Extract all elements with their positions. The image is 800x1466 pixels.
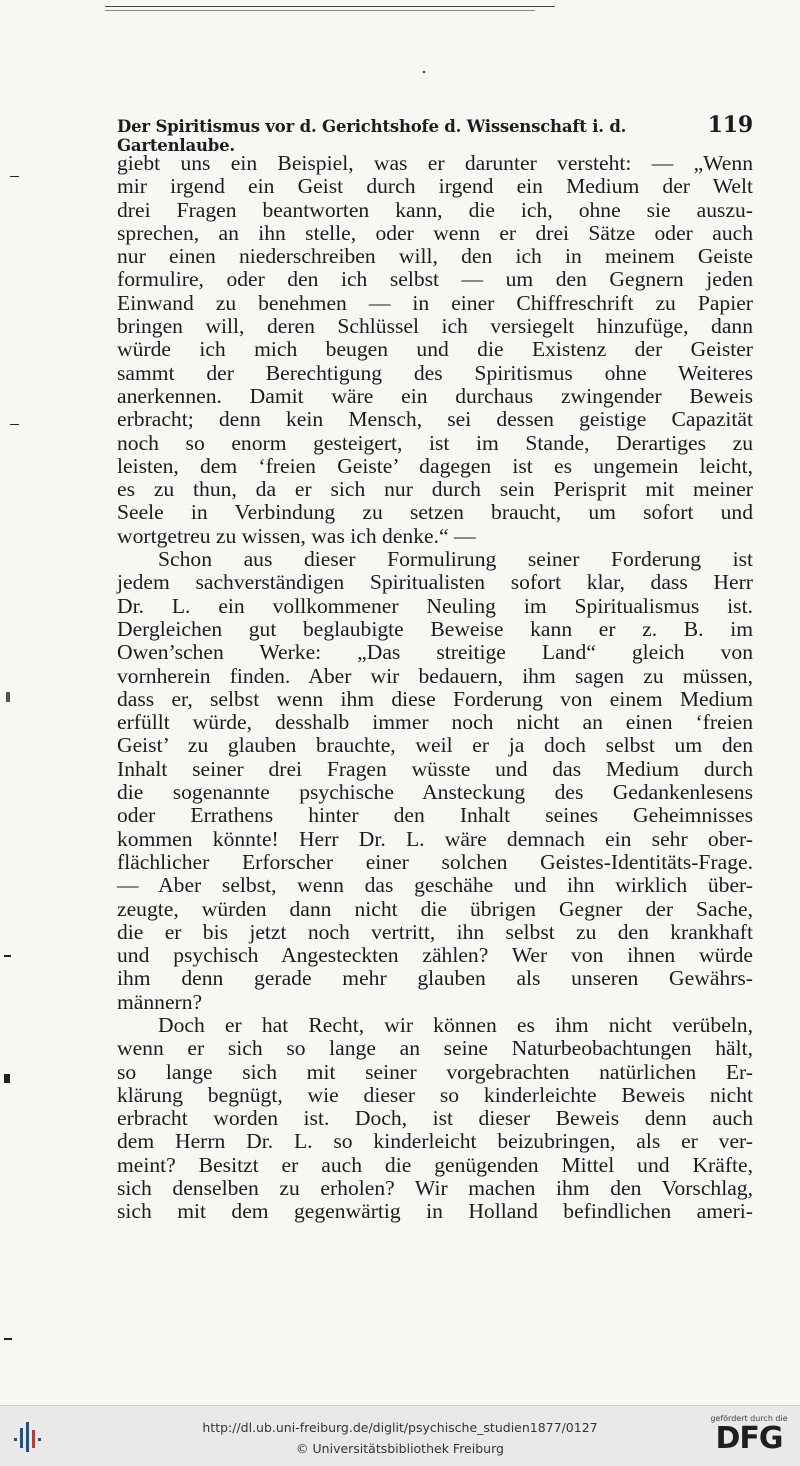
text-line: so lange sich mit seiner vorgebrachten natürlichen Er- — [117, 1059, 753, 1084]
margin-mark — [10, 424, 19, 425]
source-url[interactable]: http://dl.ub.uni-freiburg.de/diglit/psychische_studien1877/0127 — [202, 1420, 598, 1435]
text-line: sprechen, an ihn stelle, oder wenn er drei Sätze oder auch — [117, 220, 753, 245]
text-line: Owen’schen Werke: „Das streitige Land“ gleich von — [117, 640, 753, 665]
text-line: leisten, dem ‘freien Geiste’ dagegen ist es ungemein leicht, — [117, 453, 753, 478]
copyright-notice: © Universitätsbibliothek Freiburg — [296, 1441, 504, 1456]
text-line: wortgetreu zu wissen, was ich denke.“ — — [117, 523, 476, 548]
text-line: Inhalt seiner drei Fragen wüsste und das Medium durch — [117, 756, 753, 781]
margin-mark — [4, 955, 11, 957]
text-line: dass er, selbst wenn ihm diese Forderung von einem Medium — [117, 686, 753, 711]
text-line: Geist’ zu glauben brauchte, weil er ja doch selbst um den — [117, 733, 753, 758]
text-line: und psychisch Angesteckten zählen? Wer von ihnen würde — [117, 943, 753, 968]
text-line: drei Fragen beantworten kann, die ich, ohne sie auszu- — [117, 197, 753, 222]
text-line: giebt uns ein Beispiel, was er darunter versteht: — „Wenn — [117, 151, 753, 175]
text-line: Seele in Verbindung zu setzen braucht, um sofort und — [117, 500, 753, 525]
text-line: die er bis jetzt noch vertritt, ihn selbst zu den krankhaft — [117, 919, 753, 944]
text-line: vornherein finden. Aber wir bedauern, ihm sagen zu müssen, — [117, 663, 753, 688]
running-header — [117, 112, 753, 155]
text-line: Dr. L. ein vollkommener Neuling im Spiritualismus ist. — [117, 593, 753, 618]
text-line: mir irgend ein Geist durch irgend ein Medium der Welt — [117, 174, 753, 199]
margin-mark — [6, 692, 10, 702]
text-line: sammt der Berechtigung des Spiritismus ohne Weiteres — [117, 360, 753, 385]
text-line: oder Errathens hinter den Inhalt seines Geheimnisses — [117, 803, 753, 828]
margin-mark — [10, 176, 19, 177]
running-title: Der Spiritismus vor d. Gerichtshofe d. Wissenschaft i. d. Gartenlaube. — [117, 117, 627, 155]
text-line: es zu thun, da er sich nur durch sein Perisprit mit meiner — [117, 477, 753, 502]
text-line: jedem sachverständigen Spiritualisten sofort klar, dass Herr — [117, 570, 753, 595]
text-line: meint? Besitzt er auch die genügenden Mittel und Kräfte, — [117, 1152, 753, 1177]
text-line: formulire, oder den ich selbst — um den Gegnern jeden — [117, 267, 753, 292]
body-text — [117, 152, 753, 1224]
text-line: dem Herrn Dr. L. so kinderleicht beizubringen, als er ver- — [117, 1129, 753, 1154]
footer-bar — [0, 1405, 800, 1466]
text-line: klärung begnügt, wie dieser so kinderleichte Beweis nicht — [117, 1082, 753, 1107]
text-line: erbracht worden ist. Doch, ist dieser Beweis denn auch — [117, 1106, 753, 1131]
text-line: sich mit dem gegenwärtig in Holland befindlichen ameri- — [117, 1199, 753, 1224]
text-line: — Aber selbst, wenn das geschähe und ihn wirklich über- — [117, 873, 753, 898]
margin-mark — [4, 1074, 10, 1083]
margin-mark — [4, 1338, 12, 1340]
text-line: sich denselben zu erholen? Wir machen ihm den Vorschlag, — [117, 1176, 753, 1201]
text-line: erbracht; denn kein Mensch, sei dessen geistige Capazität — [117, 407, 753, 432]
text-line: anerkennen. Damit wäre ein durchaus zwingender Beweis — [117, 383, 753, 408]
top-rule-secondary — [105, 10, 535, 11]
text-line: wenn er sich so lange an seine Naturbeobachtungen hält, — [117, 1036, 753, 1061]
scan-speck — [423, 71, 425, 73]
text-line: kommen könnte! Herr Dr. L. wäre demnach ein sehr ober- — [117, 826, 753, 851]
text-line: ihm denn gerade mehr glauben als unseren Gewährs- — [117, 966, 753, 991]
text-line: erfüllt würde, desshalb immer noch nicht an einen ‘freien — [117, 710, 753, 735]
text-line: die sogenannte psychische Ansteckung des Gedankenlesens — [117, 780, 753, 805]
text-line: Schon aus dieser Formulirung seiner Forderung ist — [158, 547, 753, 572]
text-line: flächlicher Erforscher einer solchen Geistes-Identitäts-Frage. — [117, 849, 753, 874]
top-rule — [105, 6, 555, 7]
page-number: 119 — [707, 112, 753, 138]
dfg-wordmark: DFG — [715, 1421, 783, 1456]
text-line: Dergleichen gut beglaubigte Beweise kann er z. B. im — [117, 616, 753, 641]
text-line: Einwand zu benehmen — in einer Chiffreschrift zu Papier — [117, 290, 753, 315]
text-line: bringen will, deren Schlüssel ich versiegelt hinzufüge, dann — [117, 314, 753, 339]
text-line: Doch er hat Recht, wir können es ihm nicht verübeln, — [158, 1012, 753, 1037]
text-line: nur einen niederschreiben will, den ich in meinem Geiste — [117, 244, 753, 269]
text-line: würde ich mich beugen und die Existenz der Geister — [117, 337, 753, 362]
text-line: zeugte, würden dann nicht die übrigen Gegner der Sache, — [117, 896, 753, 921]
text-line: männern? — [117, 989, 203, 1014]
dfg-logo — [706, 1414, 792, 1460]
funder-caption: gefördert durch die — [710, 1414, 788, 1423]
text-line: noch so enorm gesteigert, ist im Stande, Derartiges zu — [117, 430, 753, 455]
